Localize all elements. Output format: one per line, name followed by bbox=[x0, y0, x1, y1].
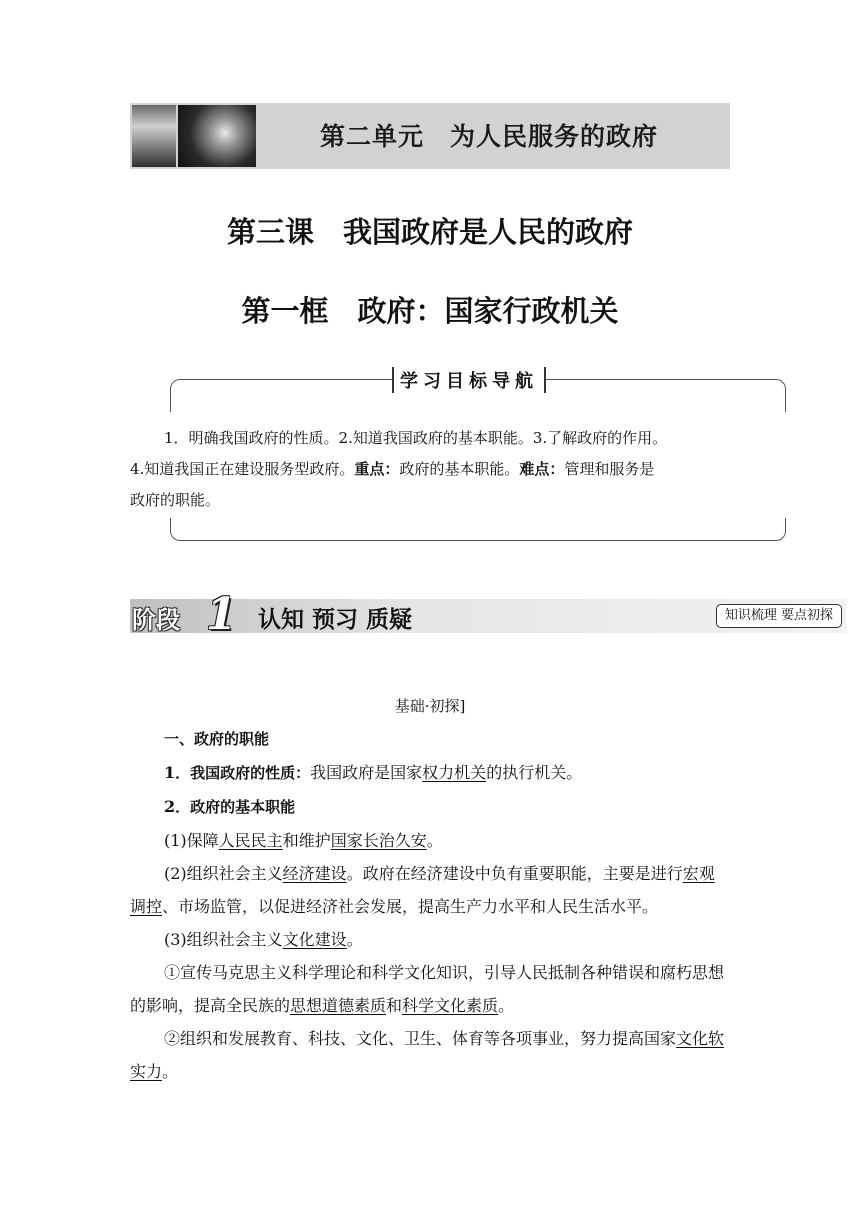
key-point-text: 政府的基本职能。 bbox=[399, 460, 520, 478]
item-heading: ．政府的基本职能 bbox=[175, 798, 296, 816]
text: 和维护 bbox=[282, 831, 331, 850]
text: 。 bbox=[426, 831, 443, 850]
goal-line-2 bbox=[130, 454, 730, 485]
heading-government-functions: 一、政府的职能 bbox=[164, 730, 270, 748]
paragraph-function-3-item-2 bbox=[130, 1022, 730, 1088]
underlined-answer: 思想道德素质 bbox=[290, 996, 387, 1015]
stage-number: 1 bbox=[206, 589, 237, 640]
underlined-answer: 文化建设 bbox=[282, 930, 347, 949]
underlined-answer: 经济建设 bbox=[282, 864, 347, 883]
lesson-title: 第三课 我国政府是人民的政府 bbox=[226, 215, 633, 249]
key-point-label: 重点： bbox=[354, 460, 400, 478]
underlined-answer: 文化软实力 bbox=[130, 1029, 725, 1081]
goal-item-4: 4.知道我国正在建设服务型政府。 bbox=[130, 460, 355, 478]
unit-title: 第二单元 为人民服务的政府 bbox=[320, 122, 659, 151]
difficulty-label: 难点： bbox=[519, 460, 565, 478]
text: 。 bbox=[162, 1062, 179, 1081]
text: 。 bbox=[498, 996, 515, 1015]
goal-text bbox=[130, 423, 730, 516]
text: ①宣传马克思主义科学理论和科学文化知识，引导人民抵制各种错误和腐朽思想的影响，提高全民族的 bbox=[130, 963, 725, 1015]
underlined-answer: 权力机关 bbox=[422, 763, 487, 782]
underlined-answer: 宏观调控 bbox=[130, 864, 715, 916]
text: 。 bbox=[346, 930, 363, 949]
text: ②组织和发展教育、科技、文化、卫生、体育等各项事业，努力提高国家 bbox=[164, 1029, 677, 1048]
text: 我国政府是国家 bbox=[310, 763, 423, 782]
text: 的执行机关。 bbox=[486, 763, 583, 782]
underlined-answer: 国家长治久安 bbox=[330, 831, 427, 850]
section-label: 基础·初探] bbox=[394, 697, 466, 715]
text: 。政府在经济建设中负有重要职能，主要是进行 bbox=[346, 864, 683, 883]
content-body bbox=[130, 690, 730, 1088]
stage-title: 认知 预习 质疑 bbox=[258, 607, 413, 633]
goal-box-bottom-border bbox=[170, 518, 786, 541]
paragraph-function-3-item-1 bbox=[130, 956, 730, 1022]
stage-bar bbox=[130, 589, 846, 640]
item-number: 2 bbox=[164, 797, 176, 816]
text: 和 bbox=[386, 996, 403, 1015]
goal-line-3: 政府的职能。 bbox=[130, 491, 221, 509]
paragraph-basic-functions bbox=[130, 790, 730, 824]
text: 、市场监管，以促进经济社会发展，提高生产力水平和人民生活水平。 bbox=[162, 897, 659, 916]
difficulty-text: 管理和服务是 bbox=[564, 460, 655, 478]
underlined-answer: 人民民主 bbox=[218, 831, 283, 850]
text: (2)组织社会主义 bbox=[164, 864, 283, 883]
goal-line-1: 1．明确我国政府的性质。2.知道我国政府的基本职能。3.了解政府的作用。 bbox=[164, 429, 668, 447]
item-number: 1 bbox=[164, 763, 176, 782]
unit-banner bbox=[130, 103, 730, 169]
satellite-photo bbox=[178, 105, 256, 167]
stage-label: 阶段 bbox=[132, 606, 180, 634]
goal-label: 学习目标导航 bbox=[392, 367, 546, 393]
lesson-subtitle: 第一框 政府：国家行政机关 bbox=[241, 294, 619, 328]
underlined-answer: 科学文化素质 bbox=[402, 996, 499, 1015]
item-heading: ．我国政府的性质： bbox=[175, 764, 311, 782]
paragraph-function-3 bbox=[130, 923, 730, 956]
text: (3)组织社会主义 bbox=[164, 930, 283, 949]
paragraph-function-1 bbox=[130, 824, 730, 857]
text: (1)保障 bbox=[164, 831, 219, 850]
stage-tag: 知识梳理 要点初探 bbox=[716, 604, 842, 628]
paragraph-function-2 bbox=[130, 857, 730, 923]
paragraph-nature bbox=[130, 756, 730, 790]
rocket-photo bbox=[132, 105, 176, 167]
